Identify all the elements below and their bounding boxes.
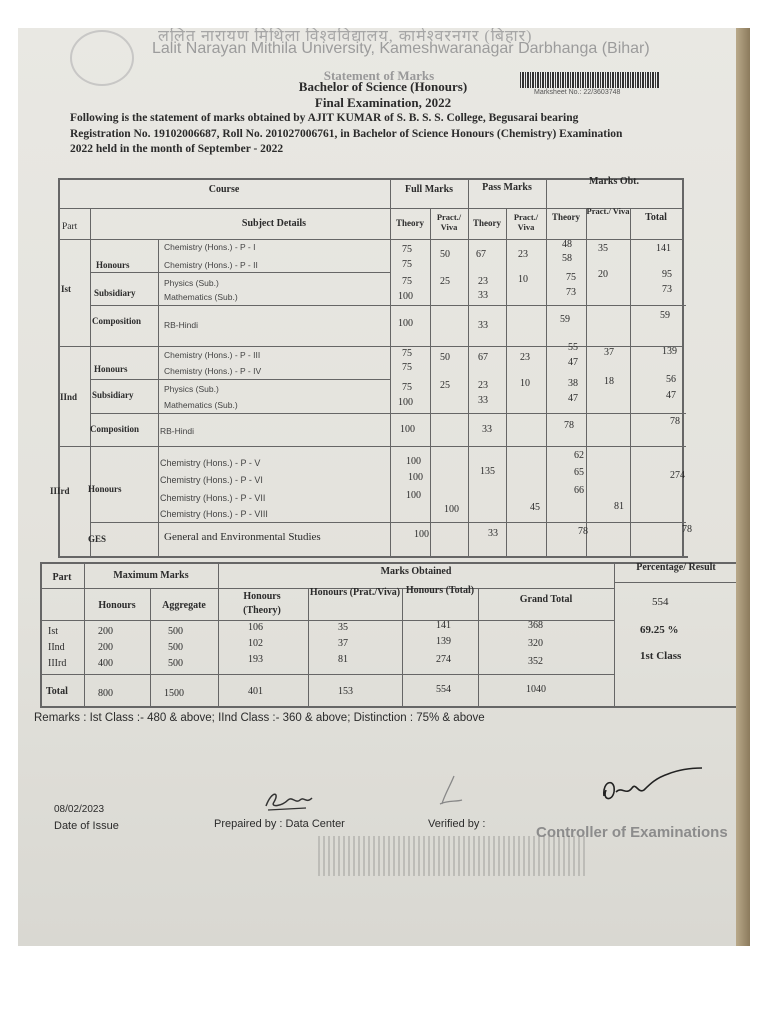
cell: 33: [478, 320, 488, 331]
cell: 25: [440, 276, 450, 287]
exam-title: Final Examination, 2022: [314, 95, 452, 110]
result-marks: 554: [652, 596, 669, 608]
subject-name: Chemistry (Hons.) - P - II: [164, 260, 258, 270]
summary-cell: 200: [98, 626, 113, 637]
cell: 33: [488, 528, 498, 539]
summary-cell: 500: [168, 642, 183, 653]
cell: 100: [406, 490, 421, 501]
verifier-signature: [434, 774, 468, 812]
summary-total: 401: [248, 686, 263, 697]
subject-name: Chemistry (Hons.) - P - III: [164, 350, 261, 360]
honours-theory-header: Honours (Theory): [243, 591, 281, 616]
subject-name: Physics (Sub.): [164, 384, 219, 394]
cell: 73: [662, 284, 672, 295]
marks-obtained-header: Marks Obtained: [380, 566, 452, 577]
pm-pract-header: Pract./ Viva: [513, 212, 539, 232]
cell: 67: [478, 352, 488, 363]
document-photo: [18, 28, 750, 946]
summary-cell: 139: [436, 636, 451, 647]
cell: 48: [562, 239, 572, 250]
summary-cell: 320: [528, 638, 543, 649]
cell: 23: [478, 276, 488, 287]
cell: 47: [666, 390, 676, 401]
mo-theory-header: Theory: [552, 212, 580, 222]
summary-cell: 368: [528, 620, 543, 631]
full-marks-header: Full Marks: [404, 184, 454, 195]
subject-name: Chemistry (Hons.) - P - I: [164, 242, 256, 252]
fm-theory-header: Theory: [396, 218, 424, 228]
part-label: IInd: [60, 392, 78, 402]
cell: 23: [478, 380, 488, 391]
cell: 33: [482, 424, 492, 435]
group-label: Subsidiary: [94, 288, 136, 298]
cell: 59: [560, 314, 570, 325]
cell: 141: [656, 243, 671, 254]
result-percentage: 69.25 %: [640, 624, 679, 636]
group-label: Composition: [90, 424, 140, 434]
cell: 37: [604, 347, 614, 358]
degree-title: Bachelor of Science (Honours): [298, 79, 468, 94]
summary-total: 1500: [164, 688, 184, 699]
percentage-result-header: Percentage/ Result: [636, 562, 716, 573]
security-strip: [318, 836, 588, 876]
cell: 23: [518, 249, 528, 260]
cell: 55: [568, 342, 578, 353]
group-label: Honours: [88, 484, 122, 494]
summary-part: Ist: [48, 626, 58, 637]
cell: 25: [440, 380, 450, 391]
summary-cell: 193: [248, 654, 263, 665]
cell: 50: [440, 352, 450, 363]
subject-name: Chemistry (Hons.) - P - IV: [164, 366, 262, 376]
cell: 78: [682, 524, 692, 535]
summary-total: 153: [338, 686, 353, 697]
summary-cell: 106: [248, 622, 263, 633]
summary-total: 800: [98, 688, 113, 699]
summary-part: IInd: [48, 642, 65, 653]
cell: 81: [614, 501, 624, 512]
cell: 20: [598, 269, 608, 280]
cell: 75: [402, 348, 412, 359]
barcode: [520, 72, 660, 88]
cell: 59: [660, 310, 670, 321]
cell: 100: [444, 504, 459, 515]
cell: 66: [574, 485, 584, 496]
subject-name: RB-Hindi: [164, 320, 199, 330]
group-label: Honours: [96, 260, 130, 270]
pass-marks-header: Pass Marks: [482, 182, 532, 193]
marks-obt-header: Marks Obt.: [589, 176, 639, 187]
total-label: Total: [46, 686, 68, 697]
cell: 67: [476, 249, 486, 260]
summary-cell: 500: [168, 658, 183, 669]
controller-signature: [598, 766, 708, 810]
cell: 100: [398, 397, 413, 408]
cell: 50: [440, 249, 450, 260]
university-name-hindi: ललित नारायण मिथिला विश्वविद्यालय, कामेश्वरनगर (बिहार): [158, 28, 533, 45]
cell: 75: [402, 362, 412, 373]
cell: 47: [568, 357, 578, 368]
part-header: Part: [62, 222, 78, 232]
cell: 35: [598, 243, 608, 254]
subject-name: Chemistry (Hons.) - P - VI: [160, 475, 263, 485]
cell: 10: [518, 274, 528, 285]
summary-cell: 352: [528, 656, 543, 667]
group-label: Subsidiary: [92, 390, 134, 400]
part-label: GES: [88, 534, 107, 544]
prepared-by: Prepaired by : Data Center: [214, 818, 345, 830]
cell: 78: [564, 420, 574, 431]
controller-of-examinations: Controller of Examinations: [536, 824, 728, 841]
summary-cell: 141: [436, 620, 451, 631]
honours-header: Honours: [98, 600, 136, 611]
cell: 10: [520, 378, 530, 389]
cell: 100: [398, 291, 413, 302]
summary-cell: 500: [168, 626, 183, 637]
cell: 73: [566, 287, 576, 298]
summary-cell: 274: [436, 654, 451, 665]
cell: 38: [568, 378, 578, 389]
cell: 135: [480, 466, 495, 477]
cell: 23: [520, 352, 530, 363]
summary-cell: 81: [338, 654, 348, 665]
subject-name: RB-Hindi: [160, 426, 195, 436]
summary-cell: 35: [338, 622, 348, 633]
grand-total-header: Grand Total: [519, 594, 573, 605]
result-division: 1st Class: [640, 650, 682, 662]
subject-name: Mathematics (Sub.): [164, 292, 238, 302]
cell: 18: [604, 376, 614, 387]
cell: 65: [574, 467, 584, 478]
fm-pract-header: Pract./ Viva: [436, 212, 462, 232]
cell: 75: [566, 272, 576, 283]
table-surface: [736, 28, 750, 946]
issue-date-label: Date of Issue: [54, 820, 119, 832]
statement-title: Statement of Marks: [323, 68, 435, 83]
subject-name: Mathematics (Sub.): [164, 400, 238, 410]
cell: 75: [402, 259, 412, 270]
cell: 33: [478, 395, 488, 406]
part-label: IIIrd: [50, 486, 70, 496]
subject-name: Chemistry (Hons.) - P - VIII: [160, 509, 268, 519]
subject-details-header: Subject Details: [241, 218, 307, 229]
intro-paragraph: Following is the statement of marks obtained by AJIT KUMAR of S. B. S. S. College, Begusarai bearing Registration No. 19102006687, Roll No. 201027006761, in Bachelor of Science Honours (Chemistry) Examination 2022 held in the month of September - 2022: [70, 112, 623, 155]
course-header: Course: [208, 184, 240, 195]
cell: 274: [670, 470, 685, 481]
mo-pract-header: Pract./ Viva: [586, 206, 630, 216]
remarks: Remarks : Ist Class :- 480 & above; IInd Class :- 360 & above; Distinction : 75% & above: [34, 712, 485, 724]
cell: 100: [400, 424, 415, 435]
cell: 58: [562, 253, 572, 264]
verified-by: Verified by :: [428, 818, 486, 830]
subject-name: Chemistry (Hons.) - P - V: [160, 458, 261, 468]
marksheet-number: Marksheet No.: 22/3603748: [534, 89, 621, 96]
issue-date: 08/02/2023: [54, 804, 105, 815]
cell: 78: [670, 416, 680, 427]
subject-name: Chemistry (Hons.) - P - VII: [160, 493, 266, 503]
subject-name: General and Environmental Studies: [164, 531, 321, 543]
summary-total: 554: [436, 684, 451, 695]
university-name: Lalit Narayan Mithila University, Kameshwaranagar Darbhanga (Bihar): [152, 40, 650, 57]
cell: 100: [406, 456, 421, 467]
honours-total-header: Honours (Total): [405, 585, 475, 596]
summary-cell: 37: [338, 638, 348, 649]
cell: 95: [662, 269, 672, 280]
subject-name: Physics (Sub.): [164, 278, 219, 288]
cell: 100: [414, 529, 429, 540]
cell: 56: [666, 374, 676, 385]
cell: 45: [530, 502, 540, 513]
cell: 75: [402, 276, 412, 287]
summary-part-header: Part: [52, 572, 72, 583]
pm-theory-header: Theory: [473, 218, 501, 228]
honours-pract-header: Honours (Prat./Viva): [309, 587, 401, 598]
cell: 100: [408, 472, 423, 483]
summary-cell: 200: [98, 642, 113, 653]
marksheet-paper: [18, 28, 740, 946]
part-label: Ist: [61, 284, 72, 294]
preparer-signature: [262, 786, 322, 816]
aggregate-header: Aggregate: [162, 600, 206, 611]
summary-cell: 400: [98, 658, 113, 669]
cell: 75: [402, 244, 412, 255]
cell: 33: [478, 290, 488, 301]
group-label: Composition: [92, 316, 142, 326]
cell: 47: [568, 393, 578, 404]
summary-total: 1040: [526, 684, 546, 695]
cell: 75: [402, 382, 412, 393]
total-header: Total: [645, 212, 667, 223]
cell: 62: [574, 450, 584, 461]
summary-part: IIIrd: [48, 658, 67, 669]
cell: 100: [398, 318, 413, 329]
max-marks-header: Maximum Marks: [113, 570, 189, 581]
summary-cell: 102: [248, 638, 263, 649]
cell: 139: [662, 346, 677, 357]
cell: 78: [578, 526, 588, 537]
group-label: Honours: [94, 364, 128, 374]
